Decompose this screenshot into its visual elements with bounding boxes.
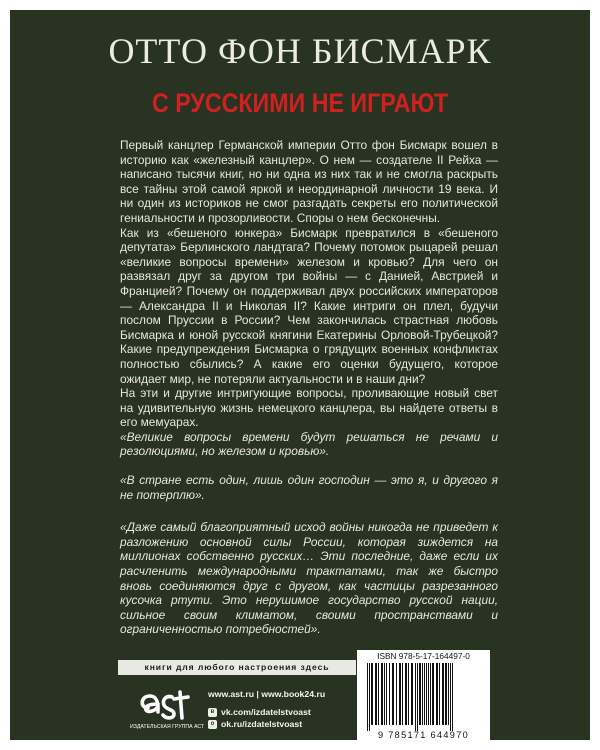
vk-row (208, 706, 325, 718)
quote: «Даже самый благоприятный исход войны никогда не приведет к разложению основной силы России, которая зиждется на миллионах собственно русских… Эти последние, даже если их расчленить международными трактатами, так же быстро вновь соединяются друг с другом, как частицы разрезанного кусочка ртути. Это нерушимое государство русской нации, сильное своим климатом, своими пространствами и ограниченностью потребностей». (120, 520, 498, 637)
barcode-bar (432, 663, 434, 725)
barcode-bar (399, 663, 401, 725)
barcode-bar (445, 663, 447, 725)
barcode-digits: 9 785171 644970 (377, 730, 470, 740)
ok-link[interactable]: ok.ru/izdatelstvoast (221, 719, 303, 729)
barcode-bar (405, 663, 407, 725)
quote: «Великие вопросы времени будут решаться не речами и резолюциями, но железом и кровью». (120, 429, 498, 459)
barcode-bar (384, 663, 385, 725)
barcode-bar (411, 663, 413, 725)
barcode-box (357, 650, 490, 746)
barcode-bar (422, 663, 423, 725)
barcode-bar (402, 663, 403, 725)
barcode-bar (448, 663, 449, 725)
barcode-bar (396, 663, 397, 725)
ast-logo (130, 678, 205, 738)
vk-link[interactable]: vk.com/izdatelstvoast (221, 707, 311, 717)
barcode-bar (371, 663, 373, 725)
barcode-bar (428, 663, 429, 725)
barcode-bar (430, 663, 431, 725)
barcode-bar (419, 663, 421, 725)
barcode-bar (450, 663, 451, 731)
barcode-bar (424, 663, 425, 725)
barcode-bar (375, 663, 377, 725)
barcode-bar (367, 663, 368, 731)
barcode-bar (426, 663, 427, 725)
publisher-links (208, 688, 325, 730)
book-title: С РУССКИМИ НЕ ИГРАЮТ (151, 88, 449, 118)
publisher-name: ИЗДАТЕЛЬСКАЯ ГРУППА АСТ (130, 724, 205, 730)
barcode-bar (386, 663, 387, 725)
ok-icon: о (208, 720, 217, 729)
blurb-paragraph: На эти и другие интригующие вопросы, проливающие новый свет на удивительную жизнь немецкого канцлера, вы найдете ответы в его мемуарах. (120, 386, 498, 430)
barcode-bar (415, 663, 416, 731)
ok-row (208, 718, 325, 730)
barcode-bar (417, 663, 418, 731)
blurb-paragraph: Первый канцлер Германской империи Отто фон Бисмарк вошел в историю как «железный канцлер». О нем — создателе II Рейха — написано тысячи книг, но ни одна из них так и не смогла раскрыть все тайны этой самой яркой и неординарной личности 19 века. И ни один из историков не смог разгадать секреты его политической гениальности и прозорливости. Споры о нем бесконечны. (120, 138, 498, 225)
isbn: ISBN 978-5-17-164497-0 (377, 651, 470, 661)
barcode-bar (408, 663, 409, 725)
barcode-bar (392, 663, 394, 725)
tagline-banner: книги для любого настроения здесь (118, 660, 356, 675)
vk-icon: в (208, 708, 217, 717)
barcode-bar (378, 663, 379, 725)
barcode-bar (439, 663, 440, 725)
barcode-bar (442, 663, 444, 725)
website-links[interactable]: www.ast.ru | www.book24.ru (208, 689, 326, 699)
barcode-bar (369, 663, 370, 731)
barcode (365, 663, 482, 731)
quote: «В стране есть один, лишь один господин — это я, и другого я не потерплю». (120, 473, 498, 502)
blurb-paragraph: Как из «бешеного юнкера» Бисмарк превратился в «бешеного депутата» Берлинского ландтага? Почему потомок рыцарей решал «великие вопросы времени» железом и кровью? Для чего он развязал друг за другом три войны — с Данией, Австрией и Францией? Почему он поддерживал двух российских императоров — Александра II и Николая II? Какие интриги он плел, будучи послом Пруссии в России? Чем закончилась страстная любовь Бисмарка и юной русской княгини Екатерины Орловой-Трубецкой? Какие предупреждения Бисмарка о грядущих военных конфликтах полностью сбылись? А какие его оценки будущего, которое ожидает мир, не потеряли актуальности и в наши дни? (120, 225, 498, 386)
author-name: ОТТО ФОН БИСМАРК (108, 31, 492, 71)
back-cover (10, 10, 590, 740)
barcode-bar (452, 663, 453, 731)
websites (208, 688, 325, 700)
barcode-bar (389, 663, 390, 725)
barcode-bar (381, 663, 383, 725)
barcode-bar (436, 663, 438, 725)
ast-logo-mark (130, 678, 200, 724)
blurb (120, 138, 498, 637)
